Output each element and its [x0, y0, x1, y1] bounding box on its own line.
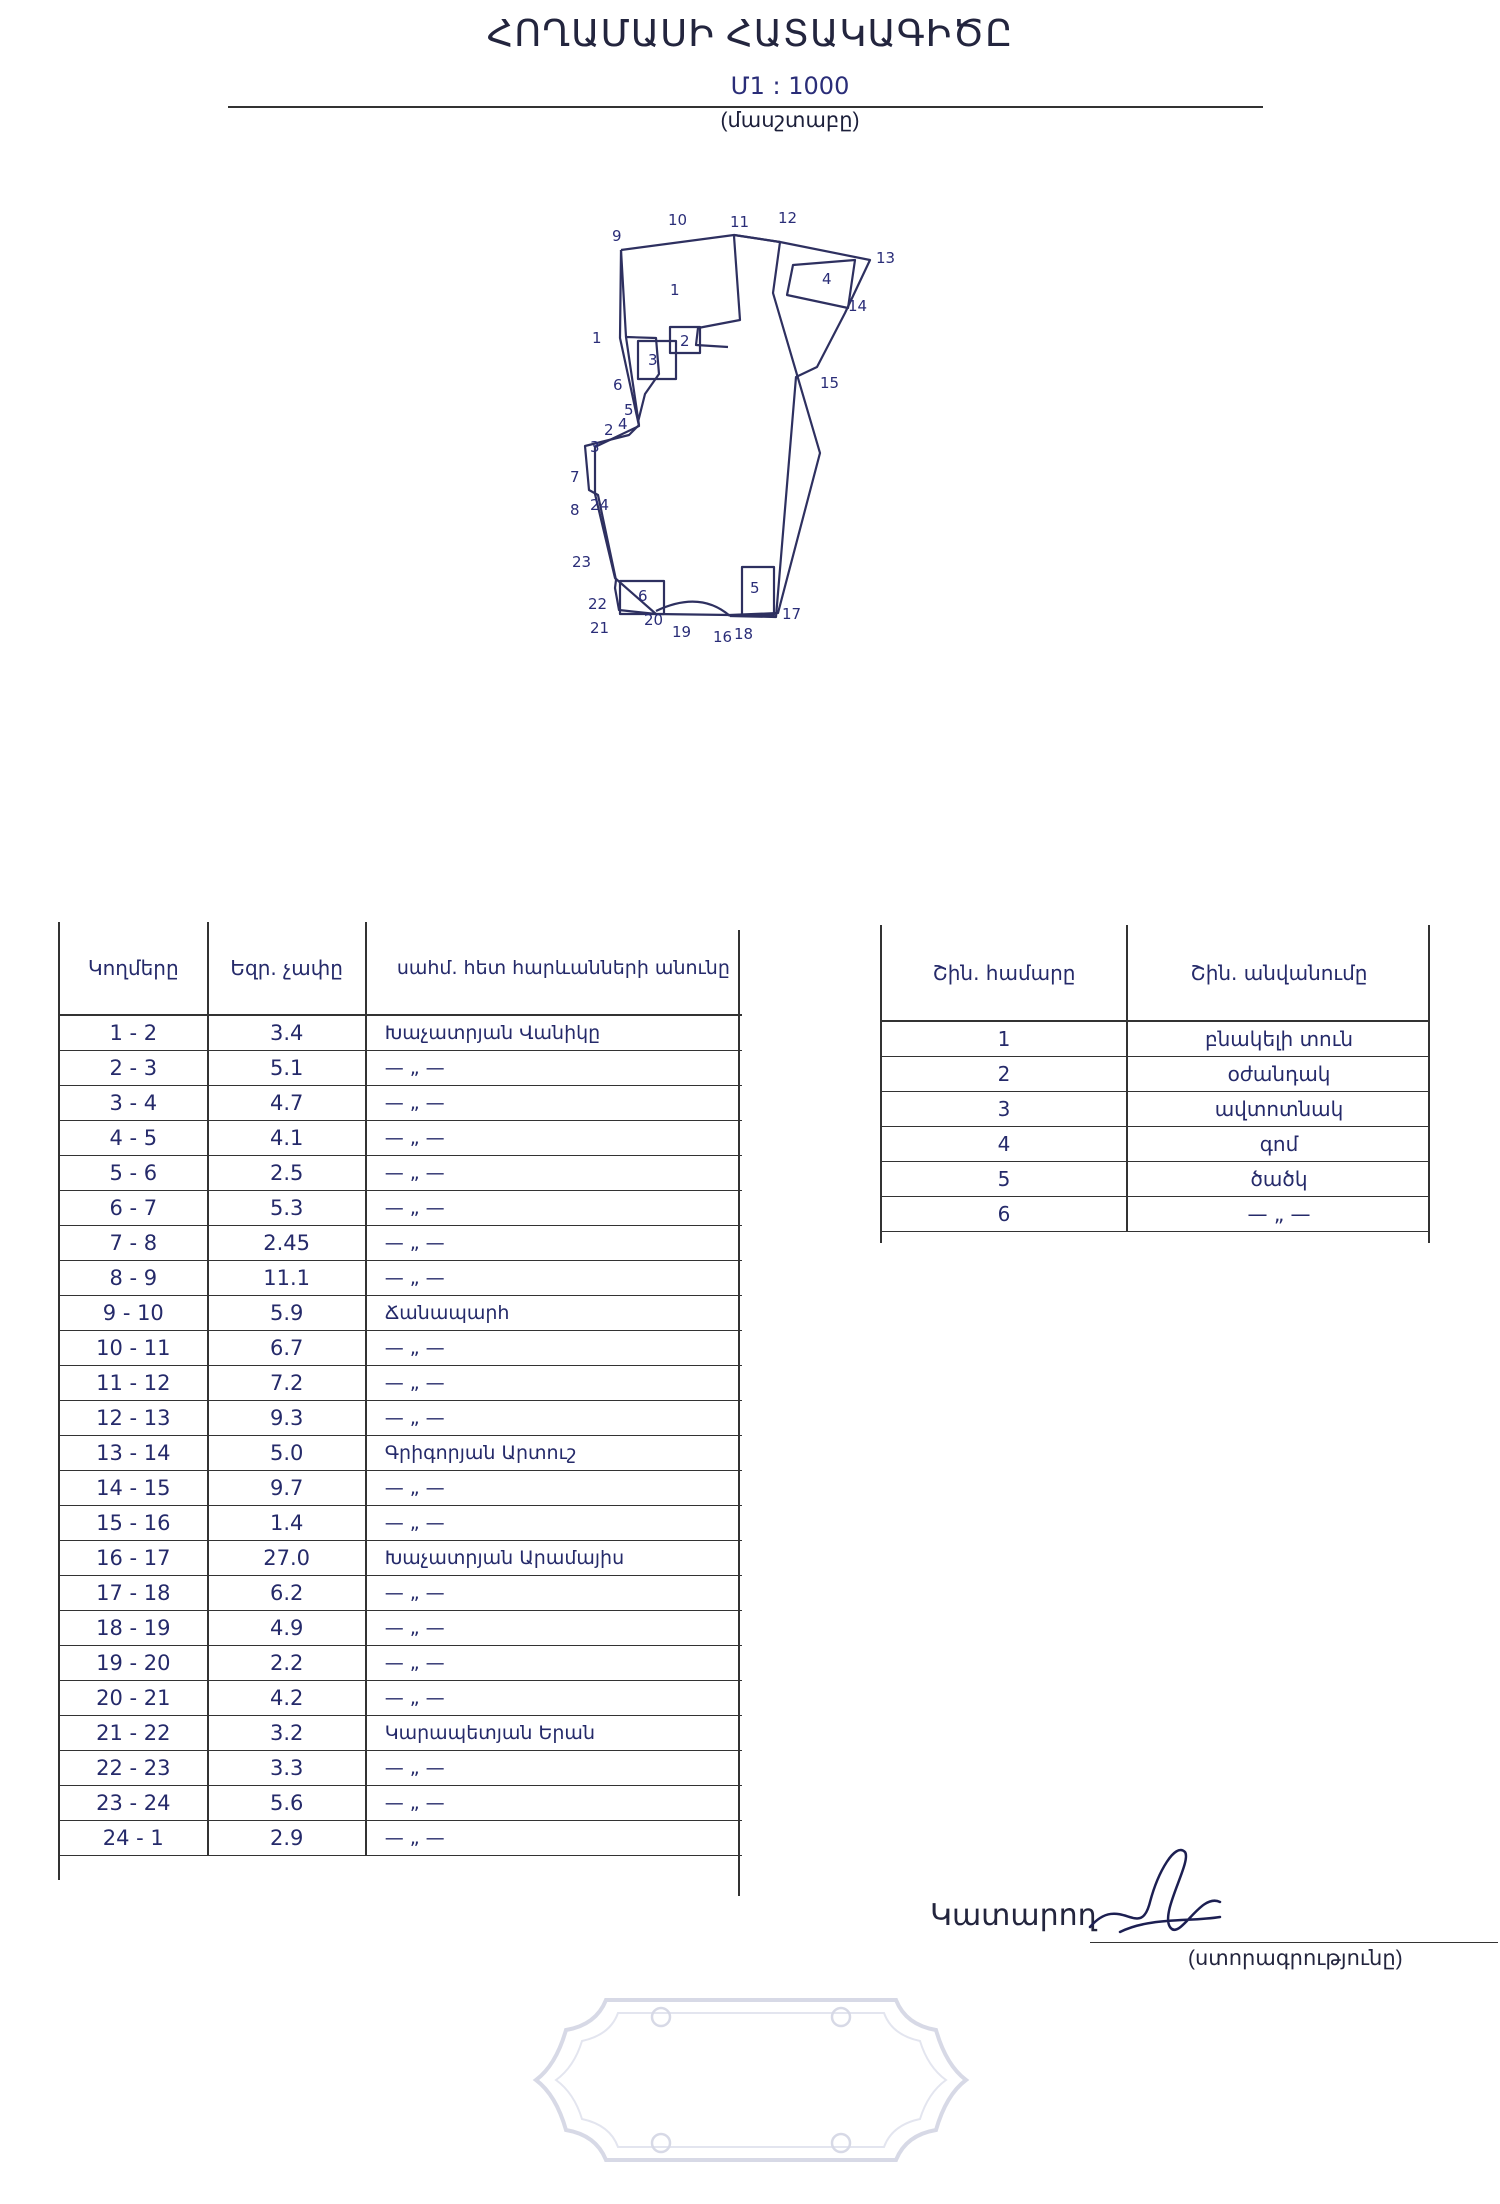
- length-cell: 5.3: [208, 1191, 366, 1226]
- side-cell: 6 - 7: [60, 1191, 208, 1226]
- corner-label-15: 15: [820, 374, 840, 392]
- table-row: [60, 1751, 742, 1786]
- corner-label-9: 9: [612, 227, 622, 245]
- segments-table-header-row: [60, 922, 742, 1015]
- length-cell: 4.1: [208, 1121, 366, 1156]
- neighbor-cell: — „ —: [366, 1156, 742, 1191]
- length-cell: 4.9: [208, 1611, 366, 1646]
- side-cell: 15 - 16: [60, 1506, 208, 1541]
- building-label-6: 6: [638, 587, 648, 605]
- neighbor-cell: Կարապետյան Երան: [366, 1716, 742, 1751]
- corner-label-14: 14: [848, 297, 868, 315]
- corner-label-12: 12: [778, 209, 798, 227]
- corner-label-19: 19: [672, 623, 692, 641]
- side-cell: 12 - 13: [60, 1401, 208, 1436]
- neighbor-cell: Խաչատրյան Արամայիս: [366, 1541, 742, 1576]
- neighbor-cell: — „ —: [366, 1751, 742, 1786]
- length-cell: 2.45: [208, 1226, 366, 1261]
- length-cell: 9.3: [208, 1401, 366, 1436]
- corner-label-18: 18: [734, 625, 754, 643]
- side-cell: 24 - 1: [60, 1821, 208, 1856]
- side-cell: 4 - 5: [60, 1121, 208, 1156]
- neighbor-cell: — „ —: [366, 1261, 742, 1296]
- segments-header-length: Եզր. չափը: [208, 922, 366, 1015]
- building-name-cell: — „ —: [1127, 1197, 1430, 1232]
- table-row: [882, 1021, 1430, 1057]
- side-cell: 5 - 6: [60, 1156, 208, 1191]
- corner-label-6: 6: [613, 376, 623, 394]
- corner-label-17: 17: [782, 605, 802, 623]
- side-cell: 16 - 17: [60, 1541, 208, 1576]
- length-cell: 6.7: [208, 1331, 366, 1366]
- building-number-cell: 1: [882, 1021, 1127, 1057]
- table-row: [60, 1611, 742, 1646]
- side-cell: 23 - 24: [60, 1786, 208, 1821]
- side-cell: 22 - 23: [60, 1751, 208, 1786]
- building-label-4: 4: [822, 270, 832, 288]
- segments-header-side: Կողմերը: [60, 922, 208, 1015]
- length-cell: 7.2: [208, 1366, 366, 1401]
- scale-caption: (մասշտաբը): [720, 109, 860, 132]
- corner-label-22: 22: [588, 595, 608, 613]
- building-name-cell: ավտոտնակ: [1127, 1092, 1430, 1127]
- side-cell: 17 - 18: [60, 1576, 208, 1611]
- building-name-cell: օժանդակ: [1127, 1057, 1430, 1092]
- length-cell: 5.6: [208, 1786, 366, 1821]
- neighbor-cell: — „ —: [366, 1471, 742, 1506]
- corner-label-3: 3: [590, 438, 600, 456]
- neighbor-cell: — „ —: [366, 1051, 742, 1086]
- length-cell: 3.3: [208, 1751, 366, 1786]
- corner-label-13: 13: [876, 249, 896, 267]
- corner-label-11: 11: [730, 213, 750, 231]
- buildings-header-name: Շին. անվանումը: [1127, 925, 1430, 1021]
- table-row: [60, 1191, 742, 1226]
- side-cell: 9 - 10: [60, 1296, 208, 1331]
- building-1-outline: [696, 236, 740, 347]
- neighbor-cell: — „ —: [366, 1226, 742, 1261]
- side-cell: 14 - 15: [60, 1471, 208, 1506]
- side-cell: 2 - 3: [60, 1051, 208, 1086]
- table-row: [60, 1331, 742, 1366]
- segments-header-neighbor: սահմ. հետ հարևանների անունը: [366, 922, 742, 1015]
- neighbor-cell: — „ —: [366, 1576, 742, 1611]
- signature-caption: (ստորագրությունը): [1188, 1947, 1403, 1970]
- side-cell: 11 - 12: [60, 1366, 208, 1401]
- length-cell: 1.4: [208, 1506, 366, 1541]
- table-row: [60, 1015, 742, 1051]
- stamp-frame: [526, 1985, 976, 2175]
- neighbor-cell: — „ —: [366, 1366, 742, 1401]
- length-cell: 6.2: [208, 1576, 366, 1611]
- table-row: [60, 1716, 742, 1751]
- buildings-table: [882, 925, 1430, 1232]
- corner-label-24: 24: [590, 496, 610, 514]
- plot-boundary: [595, 235, 820, 615]
- corner-label-8: 8: [570, 501, 580, 519]
- neighbor-cell: — „ —: [366, 1086, 742, 1121]
- length-cell: 4.2: [208, 1681, 366, 1716]
- building-number-cell: 3: [882, 1092, 1127, 1127]
- table-row: [60, 1261, 742, 1296]
- table-row: [60, 1296, 742, 1331]
- table-row: [60, 1086, 742, 1121]
- corner-label-1: 1: [592, 329, 602, 347]
- neighbor-cell: Ճանապարհ: [366, 1296, 742, 1331]
- neighbor-cell: — „ —: [366, 1611, 742, 1646]
- table-row: [60, 1681, 742, 1716]
- length-cell: 4.7: [208, 1086, 366, 1121]
- corner-label-5: 5: [624, 401, 634, 419]
- corner-label-10: 10: [668, 211, 688, 229]
- side-cell: 3 - 4: [60, 1086, 208, 1121]
- table-row: [60, 1226, 742, 1261]
- neighbor-cell: — „ —: [366, 1821, 742, 1856]
- table-row: [60, 1436, 742, 1471]
- table-row: [60, 1051, 742, 1086]
- table-row: [60, 1156, 742, 1191]
- document-title: ՀՈՂԱՄԱՍԻ ՀԱՏԱԿԱԳԻԾԸ: [486, 13, 1014, 54]
- neighbor-cell: — „ —: [366, 1191, 742, 1226]
- building-number-cell: 6: [882, 1197, 1127, 1232]
- side-cell: 21 - 22: [60, 1716, 208, 1751]
- neighbor-cell: — „ —: [366, 1121, 742, 1156]
- corner-label-4: 4: [618, 415, 628, 433]
- signature-line: [1090, 1942, 1498, 1943]
- table-row: [60, 1121, 742, 1156]
- side-cell: 18 - 19: [60, 1611, 208, 1646]
- side-cell: 8 - 9: [60, 1261, 208, 1296]
- side-cell: 10 - 11: [60, 1331, 208, 1366]
- length-cell: 11.1: [208, 1261, 366, 1296]
- length-cell: 3.4: [208, 1015, 366, 1051]
- corner-label-16: 16: [713, 628, 733, 646]
- side-cell: 7 - 8: [60, 1226, 208, 1261]
- table-row: [60, 1506, 742, 1541]
- table-row: [60, 1821, 742, 1856]
- neighbor-cell: Խաչատրյան Վանիկը: [366, 1015, 742, 1051]
- table-row: [60, 1401, 742, 1436]
- table-row: [60, 1786, 742, 1821]
- corner-label-20: 20: [644, 611, 664, 629]
- table-row: [60, 1646, 742, 1681]
- corner-label-2: 2: [604, 421, 614, 439]
- side-cell: 1 - 2: [60, 1015, 208, 1051]
- corner-label-23: 23: [572, 553, 592, 571]
- neighbor-cell: — „ —: [366, 1506, 742, 1541]
- length-cell: 27.0: [208, 1541, 366, 1576]
- building-number-cell: 2: [882, 1057, 1127, 1092]
- table-row: [60, 1576, 742, 1611]
- table-row: [882, 1127, 1430, 1162]
- building-name-cell: ծածկ: [1127, 1162, 1430, 1197]
- side-cell: 13 - 14: [60, 1436, 208, 1471]
- buildings-header-number: Շին. համարը: [882, 925, 1127, 1021]
- length-cell: 2.2: [208, 1646, 366, 1681]
- plot-boundary-east: [730, 235, 870, 617]
- building-name-cell: բնակելի տուն: [1127, 1021, 1430, 1057]
- buildings-table-header-row: [882, 925, 1430, 1021]
- building-name-cell: գոմ: [1127, 1127, 1430, 1162]
- table-row: [882, 1197, 1430, 1232]
- building-label-3: 3: [648, 351, 658, 369]
- table-row: [882, 1162, 1430, 1197]
- length-cell: 2.5: [208, 1156, 366, 1191]
- length-cell: 5.0: [208, 1436, 366, 1471]
- building-4-outline: [787, 260, 855, 308]
- corner-label-7: 7: [570, 468, 580, 486]
- neighbor-cell: — „ —: [366, 1331, 742, 1366]
- length-cell: 9.7: [208, 1471, 366, 1506]
- building-number-cell: 4: [882, 1127, 1127, 1162]
- building-label-5: 5: [750, 579, 760, 597]
- side-cell: 19 - 20: [60, 1646, 208, 1681]
- corner-label-21: 21: [590, 619, 610, 637]
- neighbor-cell: Գրիգորյան Արտուշ: [366, 1436, 742, 1471]
- neighbor-cell: — „ —: [366, 1681, 742, 1716]
- table-row: [882, 1092, 1430, 1127]
- neighbor-cell: — „ —: [366, 1401, 742, 1436]
- length-cell: 2.9: [208, 1821, 366, 1856]
- length-cell: 5.9: [208, 1296, 366, 1331]
- building-label-1: 1: [670, 281, 680, 299]
- side-cell: 20 - 21: [60, 1681, 208, 1716]
- building-label-2: 2: [680, 332, 690, 350]
- neighbor-cell: — „ —: [366, 1646, 742, 1681]
- table-row: [60, 1541, 742, 1576]
- signature-scribble: [1080, 1832, 1230, 1952]
- table-row: [60, 1471, 742, 1506]
- table-row: [882, 1057, 1430, 1092]
- plot-plan-drawing: [520, 205, 940, 665]
- neighbor-cell: — „ —: [366, 1786, 742, 1821]
- executor-label: Կատարող: [930, 1899, 1097, 1932]
- length-cell: 5.1: [208, 1051, 366, 1086]
- table-row: [60, 1366, 742, 1401]
- segments-table: [60, 922, 742, 1856]
- building-number-cell: 5: [882, 1162, 1127, 1197]
- length-cell: 3.2: [208, 1716, 366, 1751]
- scale-value: Մ1 : 1000: [730, 72, 850, 100]
